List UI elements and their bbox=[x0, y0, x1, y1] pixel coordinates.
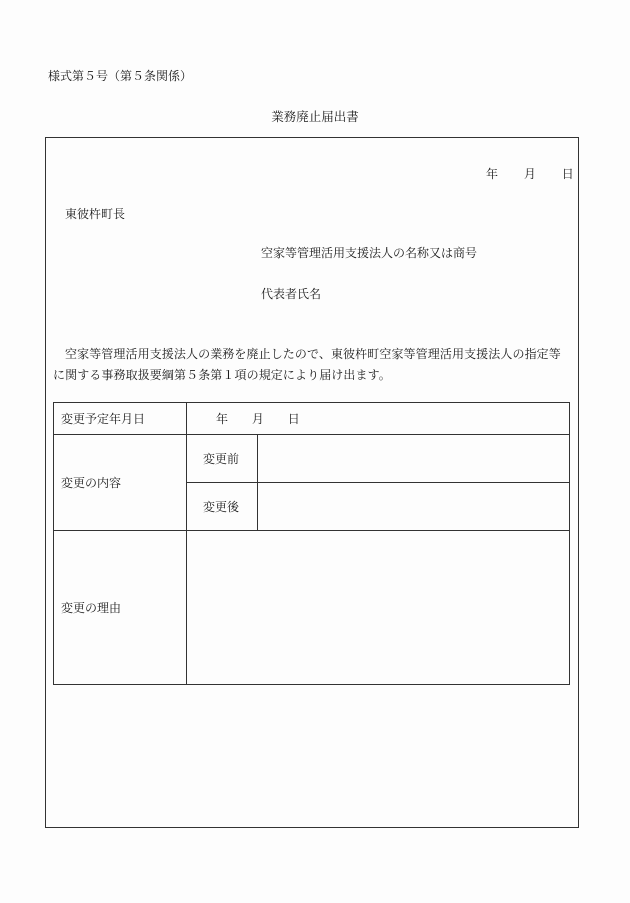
date-day-label: 日 bbox=[561, 167, 574, 181]
document-title: 業務廃止届出書 bbox=[271, 109, 359, 124]
change-date-day: 日 bbox=[287, 412, 300, 426]
submission-date bbox=[486, 165, 574, 182]
date-month-label: 月 bbox=[523, 167, 536, 181]
before-field[interactable] bbox=[258, 435, 570, 483]
body-line-2: に関する事務取扱要綱第５条第１項の規定により届け出ます。 bbox=[53, 368, 391, 382]
change-date-year: 年 bbox=[216, 412, 229, 426]
before-label: 変更前 bbox=[187, 435, 258, 483]
change-content-label: 変更の内容 bbox=[54, 435, 187, 531]
change-date-field[interactable] bbox=[187, 403, 570, 435]
change-reason-field[interactable] bbox=[187, 531, 570, 685]
table-row bbox=[54, 531, 570, 685]
table-row bbox=[54, 403, 570, 435]
org-name-label: 空家等管理活用支援法人の名称又は商号 bbox=[261, 246, 478, 260]
change-date-month: 月 bbox=[251, 412, 264, 426]
change-table bbox=[53, 402, 570, 685]
after-field[interactable] bbox=[258, 483, 570, 531]
after-label: 変更後 bbox=[187, 483, 258, 531]
table-row bbox=[54, 435, 570, 483]
date-year-label: 年 bbox=[486, 167, 499, 181]
change-reason-label: 変更の理由 bbox=[54, 531, 187, 685]
representative-name-label: 代表者氏名 bbox=[261, 287, 322, 301]
body-paragraph bbox=[53, 344, 571, 386]
form-number-label: 様式第５号（第５条関係） bbox=[48, 69, 193, 83]
addressee: 東彼杵町長 bbox=[65, 207, 126, 221]
change-date-label: 変更予定年月日 bbox=[54, 403, 187, 435]
body-line-1: 空家等管理活用支援法人の業務を廃止したので、東彼杵町空家等管理活用支援法人の指定等 bbox=[65, 347, 561, 361]
